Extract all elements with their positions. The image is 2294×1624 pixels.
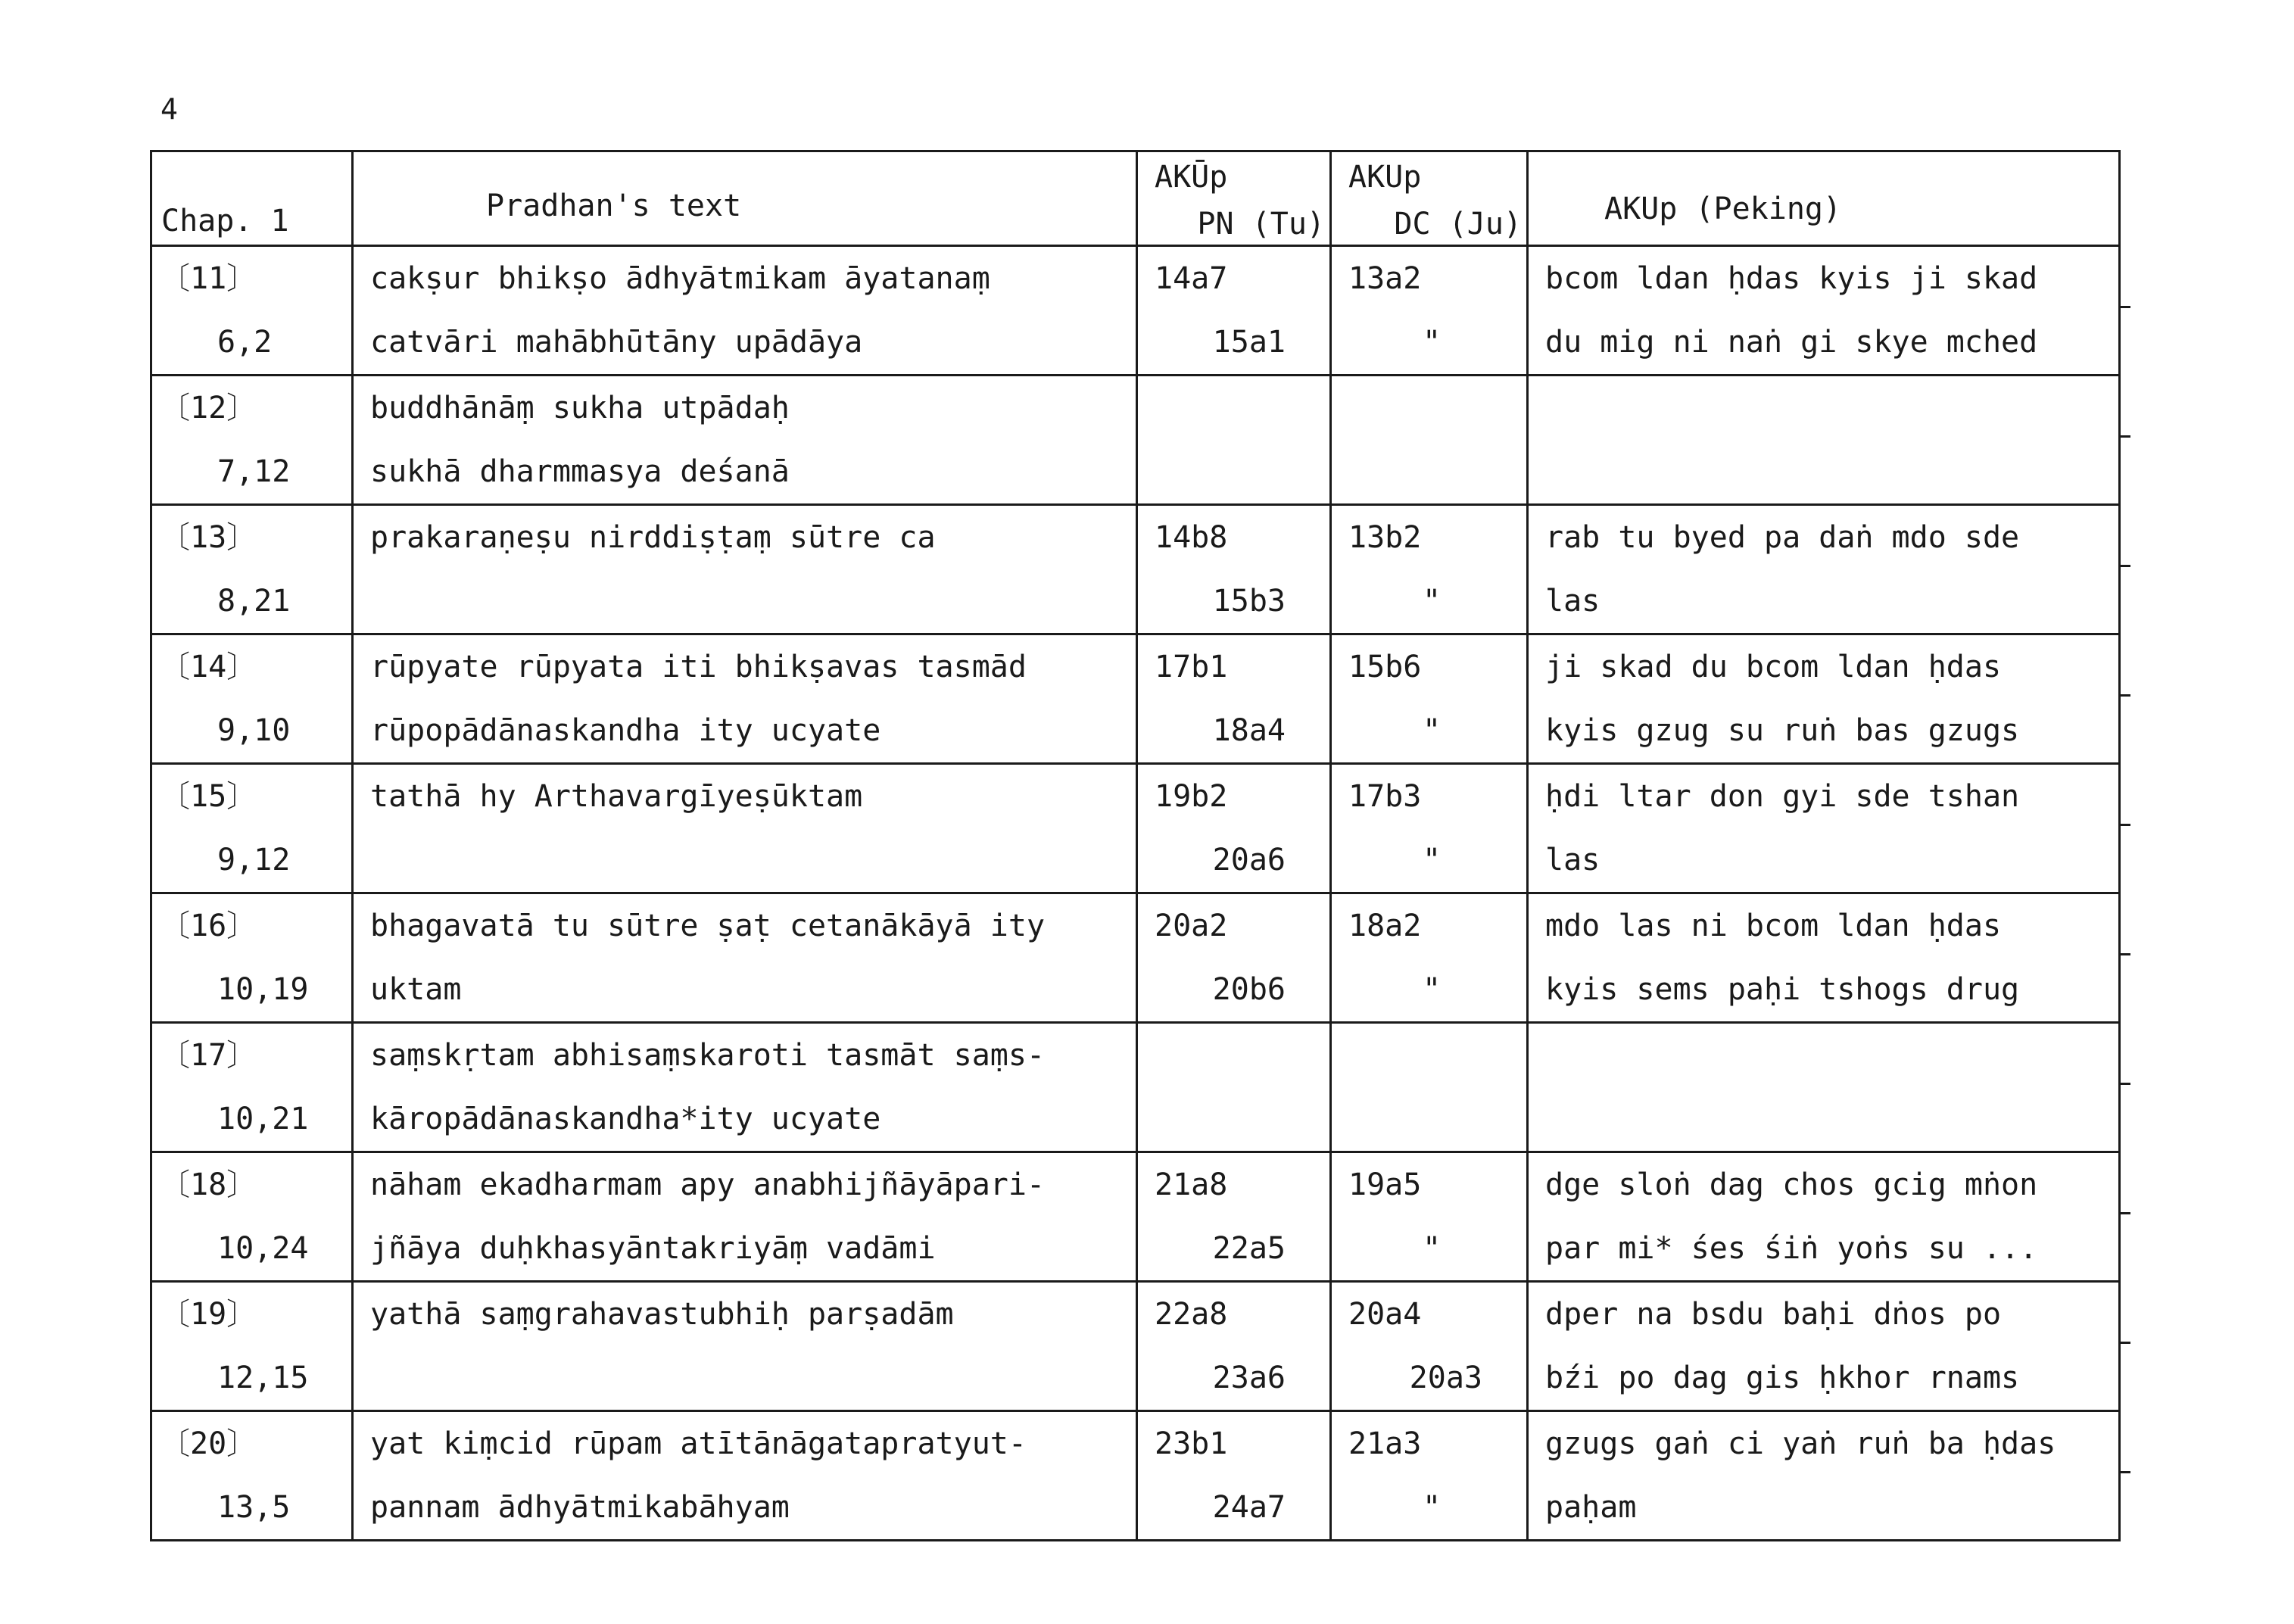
pn-cell: [1137, 376, 1331, 505]
page-ref: 7,12: [217, 454, 291, 489]
dc-cell: [1331, 1411, 1528, 1541]
pn-cell: [1137, 1152, 1331, 1282]
margin-tick: [2120, 1471, 2130, 1473]
margin-tick: [2120, 306, 2130, 308]
margin-tick: [2120, 435, 2130, 438]
margin-tick: [2120, 1342, 2130, 1344]
peking-text-line: rab tu byed pa daṅ mdo sde: [1545, 520, 2020, 555]
dc-cell: [1331, 634, 1528, 764]
dc-ref-start: 13a2: [1348, 261, 1422, 296]
dc-cell: [1331, 376, 1528, 505]
chapter-cell: [151, 1411, 353, 1541]
pradhan-text-line: catvāri mahābhūtāny upādāya: [370, 325, 863, 360]
header-pradhan-label: Pradhan's text: [486, 189, 742, 223]
chapter-ref: 〔14〕: [160, 650, 257, 684]
chapter-cell: [151, 1023, 353, 1152]
dc-ref-end: ": [1423, 1231, 1442, 1266]
peking-text-line: ḥdi ltar don gyi sde tshan: [1545, 779, 2020, 814]
dc-ref-end: ": [1423, 972, 1442, 1007]
chapter-ref: 〔20〕: [160, 1426, 257, 1461]
margin-tick: [2120, 953, 2130, 955]
pn-cell: [1137, 246, 1331, 376]
dc-ref-end: ": [1423, 1490, 1442, 1525]
table-row: [151, 505, 2120, 634]
pn-ref-end: 20b6: [1212, 972, 1286, 1007]
pradhan-text-line: yathā saṃgrahavastubhiḥ parṣadām: [370, 1297, 954, 1332]
dc-cell: [1331, 246, 1528, 376]
peking-cell: [1528, 634, 2120, 764]
margin-tick: [2120, 824, 2130, 826]
dc-cell: [1331, 764, 1528, 893]
page-ref: 8,21: [217, 584, 291, 619]
pradhan-text-cell: [353, 764, 1137, 893]
pn-ref-end: 22a5: [1212, 1231, 1286, 1266]
header-pn-top: AKŪp: [1155, 160, 1228, 195]
peking-text-line: kyis sems paḥi tshogs drug: [1545, 972, 2020, 1007]
pn-ref-start: 14a7: [1155, 261, 1228, 296]
table-row: [151, 1152, 2120, 1282]
dc-cell: [1331, 1282, 1528, 1411]
pradhan-text-cell: [353, 1282, 1137, 1411]
peking-text-line: las: [1545, 843, 1601, 877]
pn-ref-start: 22a8: [1155, 1297, 1228, 1332]
chapter-cell: [151, 376, 353, 505]
dc-ref-end: ": [1423, 584, 1442, 619]
chapter-ref: 〔12〕: [160, 391, 257, 425]
pn-ref-start: 19b2: [1155, 779, 1228, 814]
page-ref: 10,24: [217, 1231, 309, 1266]
chapter-ref: 〔19〕: [160, 1297, 257, 1332]
peking-cell: [1528, 376, 2120, 505]
header-dc-bottom: DC (Ju): [1394, 207, 1522, 242]
chapter-ref: 〔17〕: [160, 1038, 257, 1073]
pn-ref-end: 23a6: [1212, 1361, 1286, 1395]
table-row: [151, 764, 2120, 893]
dc-ref-start: 17b3: [1348, 779, 1422, 814]
page-ref: 12,15: [217, 1361, 309, 1395]
peking-cell: [1528, 1023, 2120, 1152]
pradhan-text-cell: [353, 376, 1137, 505]
peking-cell: [1528, 893, 2120, 1023]
chapter-cell: [151, 764, 353, 893]
pn-ref-end: 18a4: [1212, 713, 1286, 748]
peking-text-line: ji skad du bcom ldan ḥdas: [1545, 650, 2002, 684]
pradhan-text-line: saṃskṛtam abhisaṃskaroti tasmāt saṃs-: [370, 1038, 1046, 1073]
header-chap: [151, 151, 353, 246]
pn-cell: [1137, 893, 1331, 1023]
header-peking-label: AKUp (Peking): [1604, 192, 1842, 226]
pradhan-text-line: cakṣur bhikṣo ādhyātmikam āyatanaṃ: [370, 261, 990, 296]
peking-text-line: las: [1545, 584, 1601, 619]
pradhan-text-cell: [353, 1152, 1137, 1282]
peking-text-line: bcom ldan ḥdas kyis ji skad: [1545, 261, 2038, 296]
pradhan-text-cell: [353, 246, 1137, 376]
page-ref: 10,21: [217, 1102, 309, 1136]
dc-cell: [1331, 893, 1528, 1023]
chapter-cell: [151, 1282, 353, 1411]
peking-text-line: gzugs gaṅ ci yaṅ ruṅ ba ḥdas: [1545, 1426, 2056, 1461]
page-number: 4: [161, 92, 178, 126]
header-pn-bottom: PN (Tu): [1197, 207, 1325, 242]
margin-tick: [2120, 694, 2130, 697]
dc-ref-start: 20a4: [1348, 1297, 1422, 1332]
pradhan-text-cell: [353, 634, 1137, 764]
pn-ref-start: 17b1: [1155, 650, 1228, 684]
table-row: [151, 893, 2120, 1023]
pradhan-text-cell: [353, 505, 1137, 634]
table-row: [151, 1411, 2120, 1541]
header-row: [151, 151, 2120, 246]
table-row: [151, 376, 2120, 505]
pradhan-text-line: yat kiṃcid rūpam atītānāgatapratyut-: [370, 1426, 1027, 1461]
peking-text-line: dge sloṅ dag chos gcig mṅon: [1545, 1167, 2038, 1202]
header-pn: [1137, 151, 1331, 246]
pradhan-text-line: pannam ādhyātmikabāhyam: [370, 1490, 790, 1525]
chapter-ref: 〔15〕: [160, 779, 257, 814]
page-ref: 9,10: [217, 713, 291, 748]
dc-ref-start: 13b2: [1348, 520, 1422, 555]
dc-ref-end: 20a3: [1409, 1361, 1482, 1395]
peking-text-line: kyis gzug su ruṅ bas gzugs: [1545, 713, 2020, 748]
pradhan-text-cell: [353, 1411, 1137, 1541]
concordance-table: [150, 150, 2121, 1541]
pradhan-text-cell: [353, 893, 1137, 1023]
pn-ref-start: 23b1: [1155, 1426, 1228, 1461]
page-ref: 6,2: [217, 325, 273, 360]
peking-cell: [1528, 1282, 2120, 1411]
pn-cell: [1137, 764, 1331, 893]
pradhan-text-line: kāropādānaskandha*ity ucyate: [370, 1102, 881, 1136]
dc-ref-start: 21a3: [1348, 1426, 1422, 1461]
page-ref: 13,5: [217, 1490, 291, 1525]
table-row: [151, 246, 2120, 376]
pn-cell: [1137, 505, 1331, 634]
peking-text-line: bźi po dag gis ḥkhor rnams: [1545, 1361, 2020, 1395]
pradhan-text-line: tathā hy Arthavargīyeṣūktam: [370, 779, 863, 814]
peking-text-line: par mi* śes śiṅ yoṅs su ...: [1545, 1231, 2038, 1266]
dc-ref-start: 18a2: [1348, 909, 1422, 943]
pn-ref-start: 20a2: [1155, 909, 1228, 943]
pradhan-text-line: sukhā dharmmasya deśanā: [370, 454, 790, 489]
table-row: [151, 1023, 2120, 1152]
dc-ref-end: ": [1423, 843, 1442, 877]
margin-tick: [2120, 1083, 2130, 1085]
pn-ref-start: 14b8: [1155, 520, 1228, 555]
header-pradhan: [353, 151, 1137, 246]
chapter-cell: [151, 246, 353, 376]
table-row: [151, 634, 2120, 764]
peking-text-line: du mig ni naṅ gi skye mched: [1545, 325, 2038, 360]
table-row: [151, 1282, 2120, 1411]
header-chap-label: Chap. 1: [161, 204, 289, 238]
pn-cell: [1137, 634, 1331, 764]
peking-cell: [1528, 505, 2120, 634]
pradhan-text-line: buddhānāṃ sukha utpādaḥ: [370, 391, 790, 425]
pn-ref-end: 15b3: [1212, 584, 1286, 619]
margin-tick: [2120, 1212, 2130, 1214]
chapter-ref: 〔11〕: [160, 261, 257, 296]
chapter-cell: [151, 505, 353, 634]
header-peking: [1528, 151, 2120, 246]
pn-ref-end: 20a6: [1212, 843, 1286, 877]
chapter-cell: [151, 893, 353, 1023]
chapter-cell: [151, 1152, 353, 1282]
dc-ref-end: ": [1423, 713, 1442, 748]
pradhan-text-line: uktam: [370, 972, 462, 1007]
page-ref: 10,19: [217, 972, 309, 1007]
pradhan-text-line: rūpopādānaskandha ity ucyate: [370, 713, 881, 748]
dc-ref-start: 19a5: [1348, 1167, 1422, 1202]
dc-ref-end: ": [1423, 325, 1442, 360]
dc-cell: [1331, 1152, 1528, 1282]
peking-text-line: dper na bsdu baḥi dṅos po: [1545, 1297, 2002, 1332]
pradhan-text-line: prakaraṇeṣu nirddiṣṭaṃ sūtre ca: [370, 520, 936, 555]
margin-tick: [2120, 565, 2130, 567]
peking-cell: [1528, 246, 2120, 376]
peking-cell: [1528, 1152, 2120, 1282]
chapter-ref: 〔16〕: [160, 909, 257, 943]
peking-text-line: mdo las ni bcom ldan ḥdas: [1545, 909, 2002, 943]
pradhan-text-line: bhagavatā tu sūtre ṣaṭ cetanākāyā ity: [370, 909, 1046, 943]
pn-ref-end: 15a1: [1212, 325, 1286, 360]
pn-cell: [1137, 1411, 1331, 1541]
chapter-cell: [151, 634, 353, 764]
peking-text-line: paḥam: [1545, 1490, 1637, 1525]
pn-ref-end: 24a7: [1212, 1490, 1286, 1525]
dc-cell: [1331, 1023, 1528, 1152]
dc-cell: [1331, 505, 1528, 634]
page-ref: 9,12: [217, 843, 291, 877]
pradhan-text-line: jñāya duḥkhasyāntakriyāṃ vadāmi: [370, 1231, 936, 1266]
peking-cell: [1528, 764, 2120, 893]
pradhan-text-line: rūpyate rūpyata iti bhikṣavas tasmād: [370, 650, 1027, 684]
header-dc: [1331, 151, 1528, 246]
pn-cell: [1137, 1023, 1331, 1152]
peking-cell: [1528, 1411, 2120, 1541]
pn-cell: [1137, 1282, 1331, 1411]
pradhan-text-line: nāham ekadharmam apy anabhijñāyāpari-: [370, 1167, 1046, 1202]
dc-ref-start: 15b6: [1348, 650, 1422, 684]
pn-ref-start: 21a8: [1155, 1167, 1228, 1202]
chapter-ref: 〔13〕: [160, 520, 257, 555]
pradhan-text-cell: [353, 1023, 1137, 1152]
header-dc-top: AKUp: [1348, 160, 1422, 195]
chapter-ref: 〔18〕: [160, 1167, 257, 1202]
